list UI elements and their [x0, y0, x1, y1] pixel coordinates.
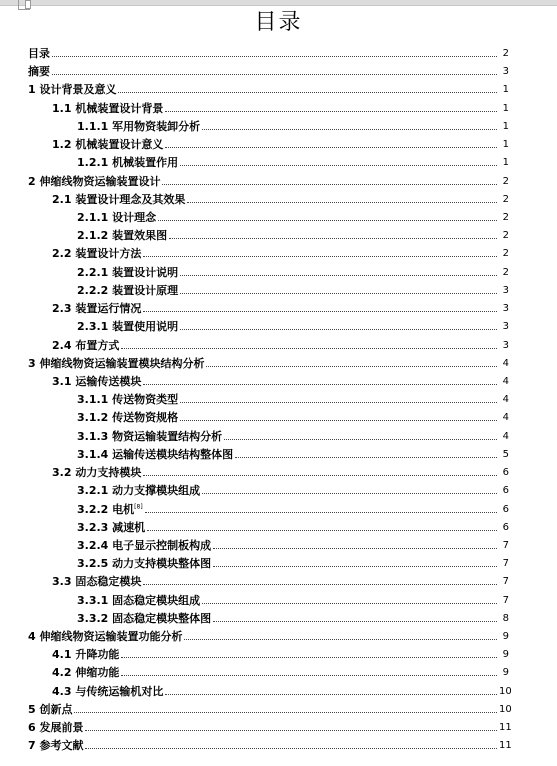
toc-entry-label: 2.3 装置运行情况: [52, 302, 142, 316]
dot-leader: [143, 584, 497, 585]
dot-leader: [224, 439, 497, 440]
toc-entry-page-number: 2: [502, 266, 509, 278]
toc-entry-page-number: 3: [502, 303, 509, 315]
toc-entry[interactable]: [52, 570, 509, 588]
toc-entry[interactable]: [77, 388, 509, 406]
toc-entry-label: 3.1.1 传送物资类型: [77, 393, 179, 407]
dot-leader: [180, 275, 497, 276]
toc-entry-page-number: 1: [502, 157, 509, 169]
dot-leader: [213, 621, 497, 622]
toc-entry[interactable]: [28, 78, 509, 96]
toc-entry-label: 2.1 装置设计理念及其效果: [52, 192, 186, 206]
toc-entry[interactable]: [77, 425, 509, 443]
toc-entry-label: 4 伸缩线物资运输装置功能分析: [28, 630, 183, 644]
dot-leader: [121, 675, 497, 676]
toc-entry-page-number: 6: [502, 503, 509, 515]
dot-leader: [184, 639, 497, 640]
dot-leader: [143, 311, 497, 312]
dot-leader: [145, 512, 497, 513]
dot-leader: [235, 457, 497, 458]
top-ruler-bar: [0, 0, 557, 6]
dot-leader: [85, 730, 497, 731]
toc-entry-label: 2.2.2 装置设计原理: [77, 283, 179, 297]
toc-entry-label: 5 创新点: [28, 702, 73, 716]
toc-entry[interactable]: [77, 479, 509, 497]
toc-entry-page-number: 1: [502, 84, 509, 96]
toc-entry-page-number: 2: [502, 175, 509, 187]
toc-entry-page-number: 2: [502, 48, 509, 59]
toc-entry-label: 2.1.1 设计理念: [77, 210, 157, 224]
toc-entry-label: 3.3 固态稳定模块: [52, 575, 142, 589]
toc-entry[interactable]: [28, 625, 509, 643]
toc-entry[interactable]: [77, 534, 509, 552]
dot-leader: [165, 111, 497, 112]
toc-entry-label: 3.1.3 物资运输装置结构分析: [77, 429, 223, 443]
toc-entry-page-number: 4: [502, 375, 509, 387]
dot-leader: [213, 548, 497, 549]
toc-entry-page-number: 6: [502, 521, 509, 533]
toc-entry-label: 7 参考文献: [28, 739, 84, 753]
dot-leader: [169, 238, 497, 239]
dot-leader: [180, 402, 497, 403]
toc-entry[interactable]: [52, 97, 509, 115]
toc-entry-label: 4.2 伸缩功能: [52, 666, 120, 680]
toc-entry-label: 3.2.4 电子显示控制板构成: [77, 538, 212, 552]
toc-entry-page-number: 4: [502, 412, 509, 424]
toc-entry-label: 2.2 装置设计方法: [52, 247, 142, 261]
dot-leader: [118, 92, 497, 93]
dot-leader: [143, 256, 497, 257]
dot-leader: [121, 348, 497, 349]
toc-entry[interactable]: [52, 680, 512, 698]
toc-entry-label: 2.2.1 装置设计说明: [77, 265, 179, 279]
citation-superscript: [8]: [134, 502, 143, 510]
toc-entry-label: 2 伸缩线物资运输装置设计: [28, 174, 161, 188]
toc-entry-label: 2.1.2 装置效果图: [77, 229, 168, 243]
dot-leader: [187, 202, 497, 203]
toc-entry-label: 3.2.1 动力支撑模块组成: [77, 484, 201, 498]
toc-entry[interactable]: [77, 589, 509, 607]
toc-entry-page-number: 6: [502, 467, 509, 479]
dot-leader: [158, 220, 497, 221]
dot-leader: [147, 530, 497, 531]
toc-entry[interactable]: [77, 315, 509, 333]
toc-entry-label: 3.2.2 电机[8]: [77, 502, 143, 516]
toc-entry[interactable]: [28, 352, 509, 370]
toc-entry-page-number: 3: [502, 339, 509, 351]
toc-entry[interactable]: [52, 242, 509, 260]
toc-entry-label: 3.1.2 传送物资规格: [77, 411, 179, 425]
toc-entry-label: 2.3.1 装置使用说明: [77, 320, 179, 334]
dot-leader: [202, 493, 497, 494]
toc-entry[interactable]: [28, 170, 509, 188]
dot-leader: [202, 129, 497, 130]
toc-entry-label: 1.2 机械装置设计意义: [52, 138, 164, 152]
dot-leader: [180, 329, 497, 330]
toc-entry[interactable]: [52, 297, 509, 315]
toc-entry-label: 1 设计背景及意义: [28, 83, 117, 97]
toc-entry[interactable]: [77, 151, 509, 169]
toc-entry-page-number: 3: [502, 321, 509, 333]
dot-leader: [143, 384, 497, 385]
dot-leader: [206, 366, 497, 367]
dot-leader: [165, 147, 497, 148]
toc-entry-page-number: 6: [502, 485, 509, 497]
toc-entry-label: 3.3.2 固态稳定模块整体图: [77, 611, 212, 625]
toc-entry-page-number: 2: [502, 211, 509, 223]
toc-entry-page-number: 8: [502, 612, 509, 624]
toc-entry-label: 1.1 机械装置设计背景: [52, 101, 164, 115]
toc-entry-label: 摘要: [28, 65, 50, 79]
toc-entry-page-number: 7: [502, 576, 509, 588]
dot-leader: [165, 694, 497, 695]
toc-entry-page-number: 1: [502, 102, 509, 114]
toc-entry-page-number: 7: [502, 558, 509, 570]
toc-entry-page-number: 2: [502, 230, 509, 242]
toc-entry[interactable]: [77, 552, 509, 570]
toc-entry[interactable]: [52, 461, 509, 479]
dot-leader: [180, 165, 497, 166]
toc-entry-label: 3.3.1 固态稳定模块组成: [77, 593, 201, 607]
toc-entry-label: 4.3 与传统运输机对比: [52, 684, 164, 698]
toc-entry-label: 3.1 运输传送模块: [52, 374, 142, 388]
toc-entry-page-number: 4: [502, 394, 509, 406]
toc-entry-page-number: 9: [502, 649, 509, 661]
toc-entry-page-number: 5: [502, 448, 509, 460]
dot-leader: [213, 566, 497, 567]
toc-entry-page-number: 7: [502, 539, 509, 551]
toc-entry-label: 3.2.5 动力支持模块整体图: [77, 557, 212, 571]
dot-leader: [121, 657, 497, 658]
toc-entry-label: 3.2.3 减速机: [77, 520, 146, 534]
toc-entry[interactable]: [77, 261, 509, 279]
toc-entry[interactable]: [28, 734, 512, 753]
toc-entry[interactable]: [77, 607, 509, 625]
toc-entry-page-number: 9: [502, 631, 509, 643]
toc-entry[interactable]: [77, 279, 509, 297]
toc-entry-page-number: 1: [502, 120, 509, 132]
dot-leader: [180, 293, 497, 294]
toc-entry[interactable]: [52, 643, 509, 661]
toc-entry-label: 6 发展前景: [28, 721, 84, 735]
toc-entry-page-number: 7: [502, 594, 509, 606]
toc-entry-page-number: 1: [502, 139, 509, 151]
toc-entry[interactable]: [77, 224, 509, 242]
toc-entry[interactable]: [52, 370, 509, 388]
toc-entry-label: 4.1 升降功能: [52, 648, 120, 662]
toc-entry-page-number: 2: [502, 248, 509, 260]
toc-entry[interactable]: [77, 498, 509, 516]
toc-entry[interactable]: [77, 206, 509, 224]
dot-leader: [162, 184, 497, 185]
toc-entry-label: 1.1.1 军用物资装卸分析: [77, 119, 201, 133]
toc-entry-page-number: 4: [502, 357, 509, 369]
toc-entry[interactable]: [28, 42, 509, 60]
toc-entry[interactable]: [52, 661, 509, 679]
toc-entry-page-number: 10: [499, 703, 512, 715]
toc-entry-page-number: 3: [502, 66, 509, 78]
dot-leader: [202, 603, 497, 604]
toc-entry-page-number: 9: [502, 667, 509, 679]
page-title: 目录: [254, 10, 303, 35]
dot-leader: [52, 56, 497, 57]
dot-leader: [143, 475, 497, 476]
toc-entry-label: 3 伸缩线物资运输装置模块结构分析: [28, 356, 205, 370]
dot-leader: [180, 420, 497, 421]
toc-entry[interactable]: [77, 443, 509, 461]
toc-entry-label: 3.2 动力支持模块: [52, 466, 142, 480]
toc-entry-page-number: 3: [502, 284, 509, 296]
toc-entry-page-number: 10: [499, 685, 512, 697]
dot-leader: [52, 74, 497, 75]
toc-entry-label: 1.2.1 机械装置作用: [77, 156, 179, 170]
toc-entry[interactable]: [28, 716, 512, 735]
toc-entry[interactable]: [77, 406, 509, 424]
toc-entry-page-number: 2: [502, 193, 509, 205]
toc-entry-label: 目录: [28, 47, 50, 60]
toc-entry-page-number: 4: [502, 430, 509, 442]
section-marker-icon: [25, 0, 31, 9]
toc-entry[interactable]: [52, 133, 509, 151]
toc-entry-page-number: 11: [499, 740, 512, 752]
toc-entry[interactable]: [52, 188, 509, 206]
toc-entry[interactable]: [28, 60, 509, 78]
dot-leader: [85, 748, 497, 749]
toc-entry-page-number: 11: [499, 722, 512, 734]
toc-entry[interactable]: [77, 516, 509, 534]
dot-leader: [74, 712, 497, 713]
toc-entry[interactable]: [52, 334, 509, 352]
toc-entry-label: 2.4 布置方式: [52, 338, 120, 352]
toc-entry-label: 3.1.4 运输传送模块结构整体图: [77, 447, 234, 461]
toc-entry[interactable]: [28, 698, 512, 716]
toc-entry[interactable]: [77, 115, 509, 133]
